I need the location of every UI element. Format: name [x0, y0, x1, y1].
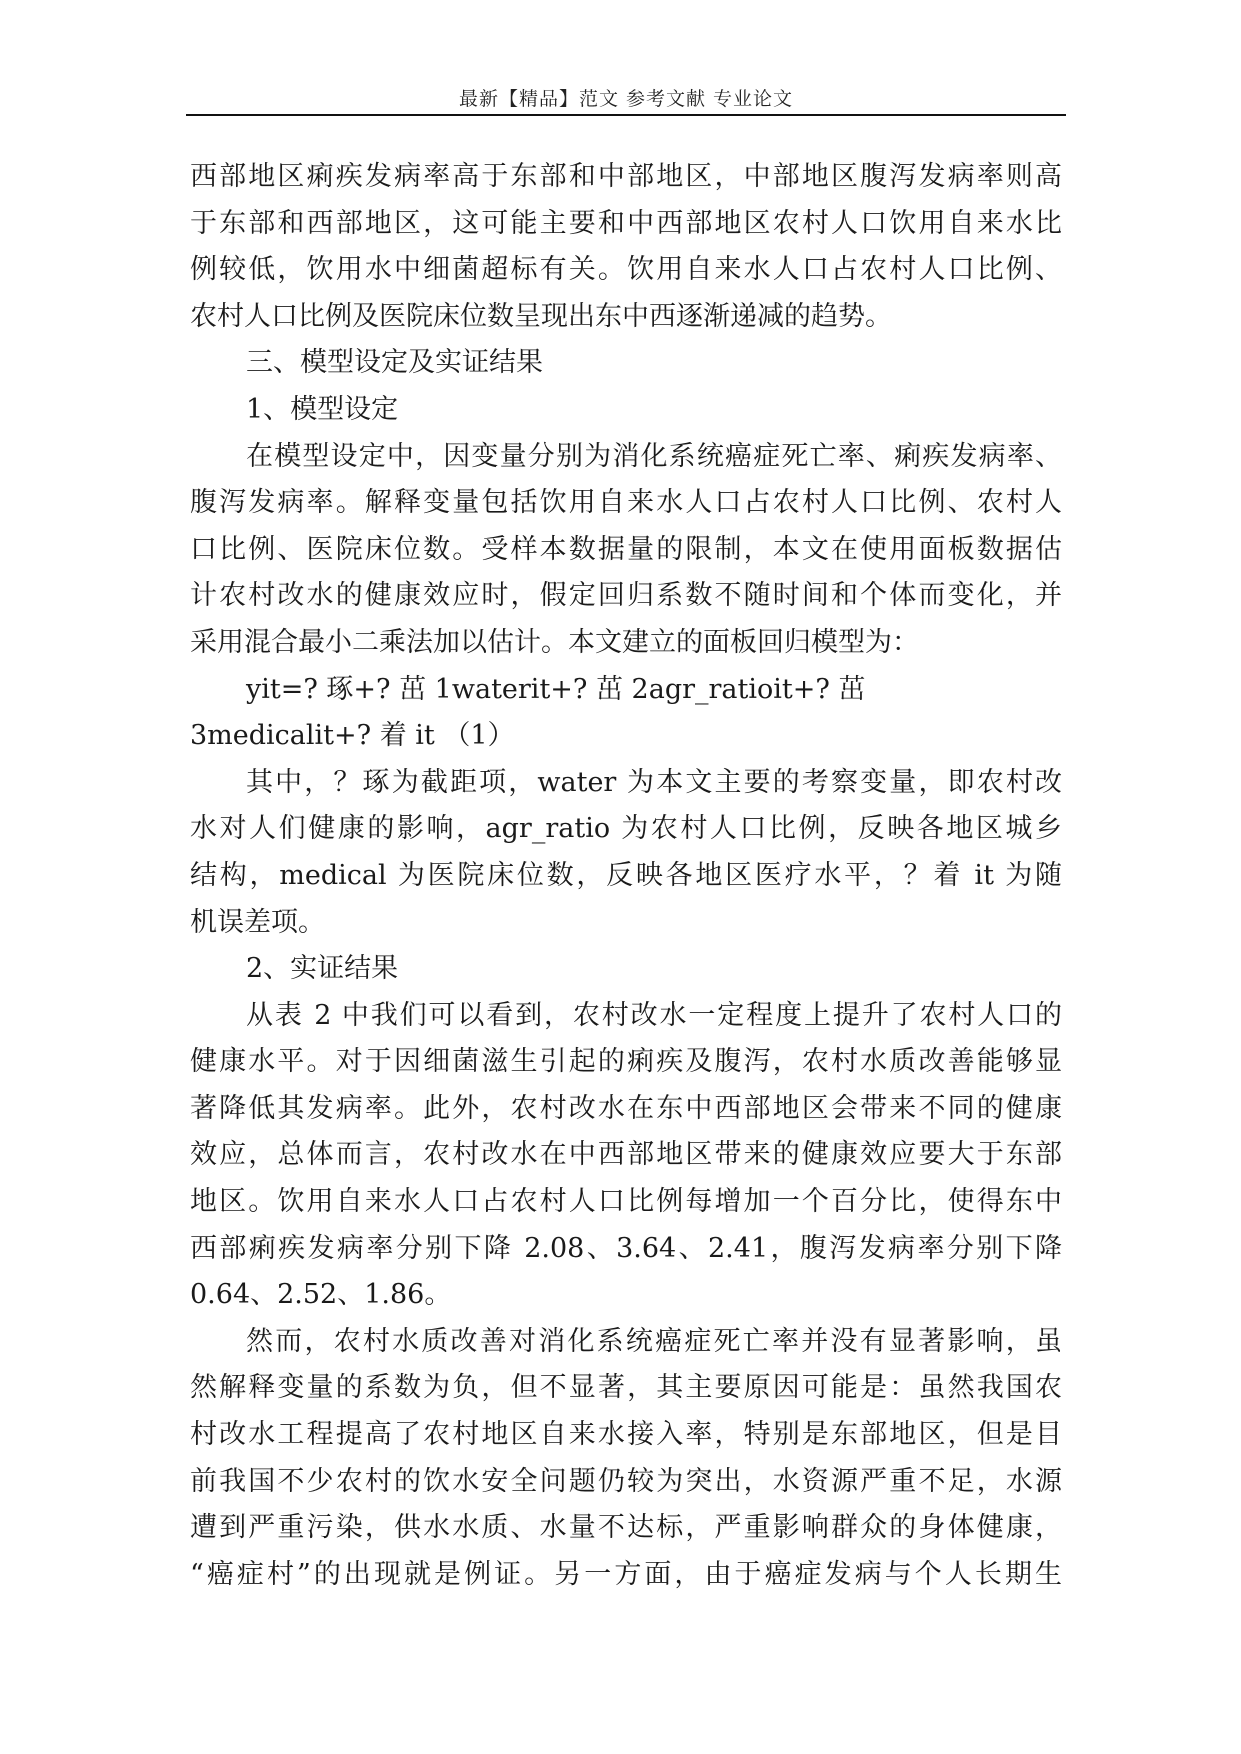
- text-line: 遭到严重污染，供水水质、水量不达标，严重影响群众的身体健康，: [190, 1512, 1062, 1544]
- text-line: 著降低其发病率。此外，农村改水在东中西部地区会带来不同的健康: [190, 1092, 1062, 1124]
- text-line: 机误差项。: [190, 906, 325, 938]
- text-line: 农村人口比例及医院床位数呈现出东中西逐渐递减的趋势。: [190, 300, 892, 332]
- text-line: yit=? 琢+? 茁 1waterit+? 茁 2agr_ratioit+? 茁: [246, 673, 866, 705]
- text-line: 计农村改水的健康效应时，假定回归系数不随时间和个体而变化，并: [190, 580, 1062, 612]
- text-line: 西部地区痢疾发病率高于东部和中部地区，中部地区腹泻发病率则高: [190, 161, 1062, 192]
- text-line: 口比例、医院床位数。受样本数据量的限制，本文在使用面板数据估: [190, 533, 1062, 565]
- text-line: “癌症村”的出现就是例证。另一方面，由于癌症发病与个人长期生: [190, 1558, 1062, 1590]
- text-line: 然而，农村水质改善对消化系统癌症死亡率并没有显著影响，虽: [246, 1325, 1062, 1357]
- text-line: 腹泻发病率。解释变量包括饮用自来水人口占农村人口比例、农村人: [190, 487, 1062, 519]
- text-line: 例较低，饮用水中细菌超标有关。饮用自来水人口占农村人口比例、: [190, 254, 1062, 286]
- text-line: 在模型设定中，因变量分别为消化系统癌症死亡率、痢疾发病率、: [246, 440, 1062, 472]
- text-line: 采用混合最小二乘法加以估计。本文建立的面板回归模型为：: [190, 626, 919, 658]
- header-divider: [186, 114, 1066, 116]
- text-line: 0.64、2.52、1.86。: [190, 1279, 452, 1311]
- text-line: 于东部和西部地区，这可能主要和中西部地区农村人口饮用自来水比: [190, 207, 1062, 239]
- text-line: 三、模型设定及实证结果: [246, 347, 543, 379]
- text-line: 西部痢疾发病率分别下降 2.08、3.64、2.41，腹泻发病率分别下降: [190, 1232, 1062, 1264]
- page-header: 最新【精品】范文 参考文献 专业论文: [458, 88, 794, 110]
- text-line: 3medicalit+? 着 it （1）: [190, 720, 515, 752]
- text-line: 其中，？琢为截距项，water 为本文主要的考察变量，即农村改: [246, 766, 1062, 798]
- text-line: 结构，medical 为医院床位数，反映各地区医疗水平，？着 it 为随: [190, 859, 1062, 891]
- document-body: [190, 154, 1062, 1598]
- text-line: 1、模型设定: [246, 393, 399, 425]
- text-line: 地区。饮用自来水人口占农村人口比例每增加一个百分比，使得东中: [190, 1186, 1062, 1218]
- text-line: 前我国不少农村的饮水安全问题仍较为突出，水资源严重不足，水源: [190, 1465, 1062, 1497]
- text-line: 水对人们健康的影响，agr_ratio 为农村人口比例，反映各地区城乡: [190, 813, 1062, 845]
- text-line: 2、实证结果: [246, 953, 399, 985]
- text-line: 健康水平。对于因细菌滋生引起的痢疾及腹泻，农村水质改善能够显: [190, 1046, 1062, 1078]
- text-line: 村改水工程提高了农村地区自来水接入率，特别是东部地区，但是目: [190, 1419, 1062, 1451]
- text-line: 从表 2 中我们可以看到，农村改水一定程度上提升了农村人口的: [246, 999, 1062, 1031]
- text-line: 然解释变量的系数为负，但不显著，其主要原因可能是：虽然我国农: [190, 1372, 1062, 1404]
- text-line: 效应，总体而言，农村改水在中西部地区带来的健康效应要大于东部: [190, 1139, 1062, 1171]
